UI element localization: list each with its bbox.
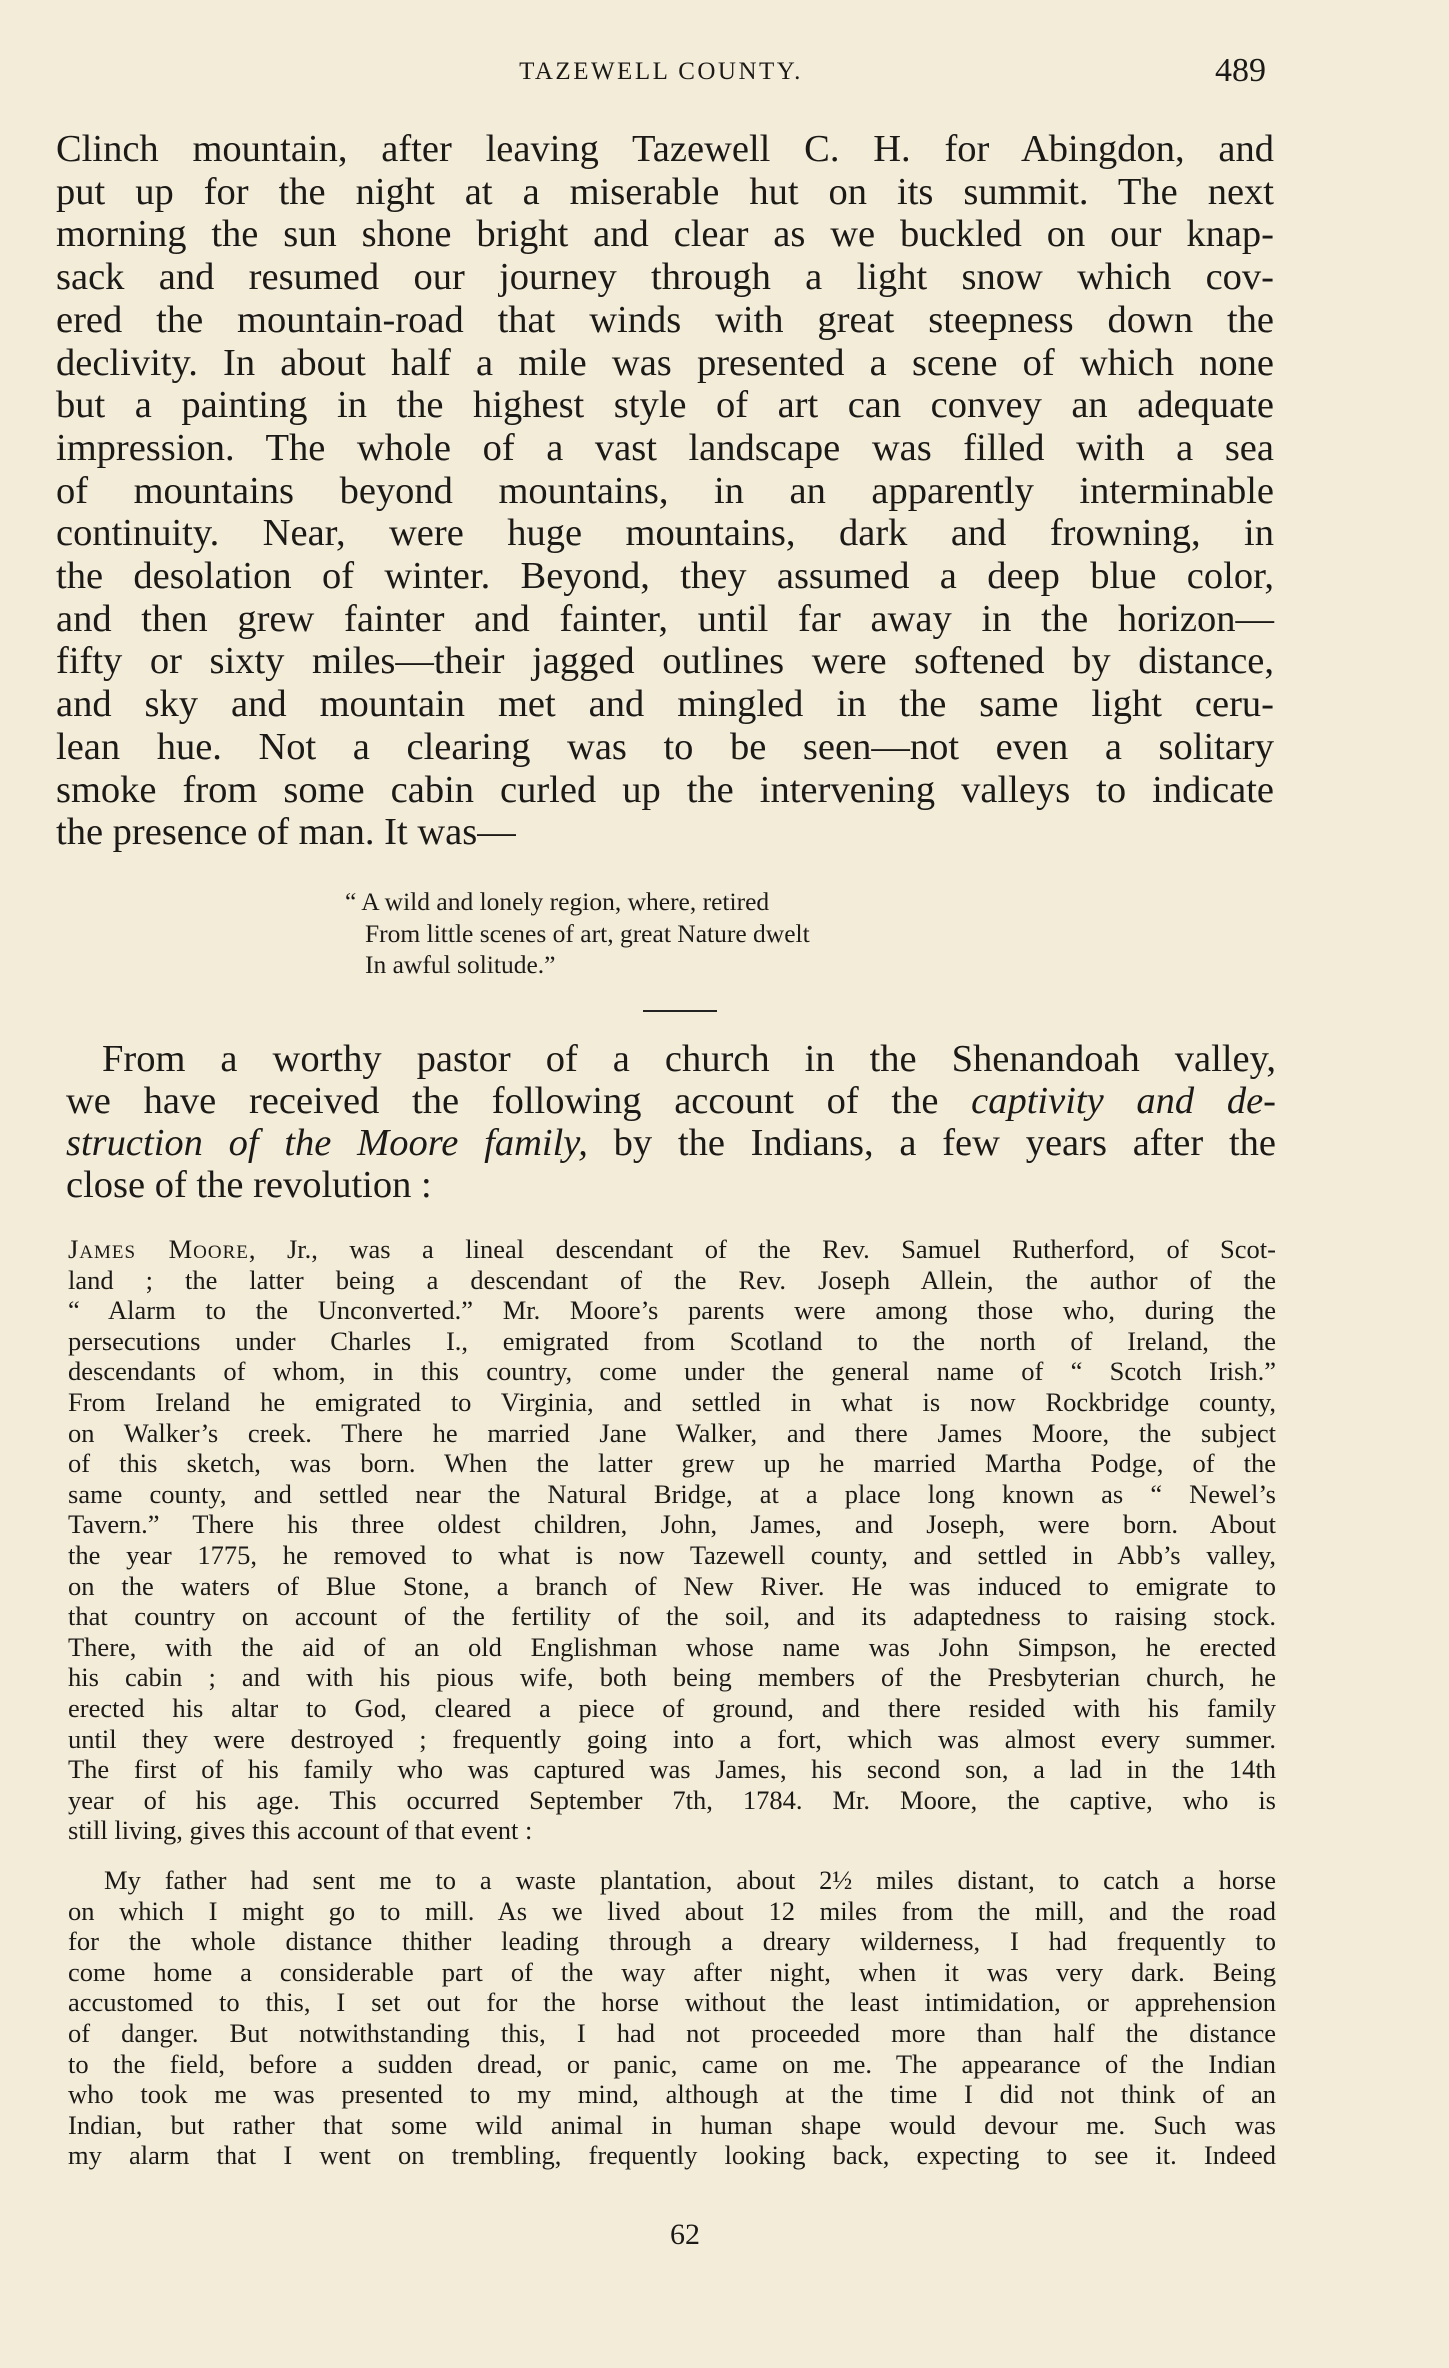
text-line: for the whole distance thither leading through a dreary wilderness, I had frequently to xyxy=(68,1926,1276,1957)
text-line: to the field, before a sudden dread, or panic, came on me. The appearance of the Indian xyxy=(68,2048,1276,2079)
text-line: Indian, but rather that some wild animal in human shape would devour me. Such was xyxy=(68,2109,1276,2140)
text-line: on the waters of Blue Stone, a branch of New River. He was induced to emigrate to xyxy=(68,1570,1276,1601)
text-line: that country on account of the fertility of the soil, and its adaptedness to raising stock. xyxy=(68,1601,1276,1632)
text-line: close of the revolution : xyxy=(66,1164,432,1206)
page-header xyxy=(56,52,1266,102)
text-span: by the Indians, a few years after the xyxy=(587,1122,1276,1164)
text-span: we have received the following account of the xyxy=(66,1080,972,1122)
text-line: accustomed to this, I set out for the horse without the least intimidation, or apprehension xyxy=(68,1987,1276,2018)
account-paragraph xyxy=(68,1234,1276,1846)
text-line: my alarm that I went on trembling, frequently looking back, expecting to see it. Indeed xyxy=(68,2140,1276,2171)
text-line: ered the mountain-road that winds with great steepness down the xyxy=(56,298,1274,341)
text-line: From Ireland he emigrated to Virginia, and settled in what is now Rockbridge county, xyxy=(68,1386,1276,1417)
text-line: the presence of man. It was— xyxy=(56,811,516,854)
running-head: TAZEWELL COUNTY. xyxy=(519,58,803,85)
narrative-paragraph xyxy=(56,128,1274,854)
text-line xyxy=(68,1234,1276,1265)
text-line: still living, gives this account of that event : xyxy=(68,1815,533,1846)
text-line: of this sketch, was born. When the latter grew up he married Martha Podge, of the xyxy=(68,1448,1276,1479)
text-line: Tavern.” There his three oldest children, John, James, and Joseph, were born. About xyxy=(68,1509,1276,1540)
text-line: From a worthy pastor of a church in the Shenandoah valley, xyxy=(102,1038,1276,1080)
text-line: year of his age. This occurred September 7th, 1784. Mr. Moore, the captive, who is xyxy=(68,1784,1276,1815)
text-line: descendants of whom, in this country, come under the general name of “ Scotch Irish.” xyxy=(68,1356,1276,1387)
text-line: impression. The whole of a vast landscape was filled with a sea xyxy=(56,426,1274,469)
text-line: until they were destroyed ; frequently going into a fort, which was almost every summer. xyxy=(68,1723,1276,1754)
text-line: come home a considerable part of the way after night, when it was very dark. Being xyxy=(68,1956,1276,1987)
text-line: the desolation of winter. Beyond, they assumed a deep blue color, xyxy=(56,555,1274,598)
text-line: declivity. In about half a mile was presented a scene of which none xyxy=(56,341,1274,384)
text-line: and then grew fainter and fainter, until far away in the horizon— xyxy=(56,597,1274,640)
signature-mark: 62 xyxy=(670,2218,700,2251)
text-line: put up for the night at a miserable hut on its summit. The next xyxy=(56,170,1274,213)
section-divider xyxy=(643,1010,717,1012)
text-line: “ Alarm to the Unconverted.” Mr. Moore’s parents were among those who, during the xyxy=(68,1295,1276,1326)
italic-title: captivity and de- xyxy=(971,1080,1276,1122)
text-line: erected his altar to God, cleared a piece of ground, and there resided with his family xyxy=(68,1692,1276,1723)
text-line: on which I might go to mill. As we lived about 12 miles from the mill, and the road xyxy=(68,1895,1276,1926)
person-name: James Moore xyxy=(68,1234,249,1264)
captive-account-paragraph xyxy=(68,1865,1276,2171)
text-line: who took me was presented to my mind, although at the time I did not think of an xyxy=(68,2079,1276,2110)
verse-line: In awful solitude.” xyxy=(365,950,556,979)
text-span: , Jr., was a lineal descendant of the Rev. Samuel Rutherford, of Scot- xyxy=(248,1234,1276,1264)
text-line: but a painting in the highest style of art can convey an adequate xyxy=(56,384,1274,427)
intro-paragraph xyxy=(66,1038,1276,1206)
text-line: same county, and settled near the Natural Bridge, at a place long known as “ Newel’s xyxy=(68,1478,1276,1509)
text-line: the year 1775, he removed to what is now Tazewell county, and settled in Abb’s valley, xyxy=(68,1539,1276,1570)
text-line: persecutions under Charles I., emigrated from Scotland to the north of Ireland, the xyxy=(68,1325,1276,1356)
italic-title: struction of the Moore family, xyxy=(66,1122,588,1164)
text-line: of mountains beyond mountains, in an apparently interminable xyxy=(56,469,1274,512)
text-line: continuity. Near, were huge mountains, dark and frowning, in xyxy=(56,512,1274,555)
page-number: 489 xyxy=(1215,52,1266,89)
text-line: and sky and mountain met and mingled in the same light ceru- xyxy=(56,683,1274,726)
text-line xyxy=(66,1122,1276,1164)
text-line: morning the sun shone bright and clear as we buckled on our knap- xyxy=(56,213,1274,256)
text-line: smoke from some cabin curled up the intervening valleys to indicate xyxy=(56,768,1274,811)
text-line: sack and resumed our journey through a light snow which cov- xyxy=(56,256,1274,299)
text-line: There, with the aid of an old Englishman whose name was John Simpson, he erected xyxy=(68,1631,1276,1662)
verse-quotation xyxy=(345,886,1045,981)
text-line: his cabin ; and with his pious wife, both being members of the Presbyterian church, he xyxy=(68,1662,1276,1693)
text-line: of danger. But notwithstanding this, I had not proceeded more than half the distance xyxy=(68,2017,1276,2048)
text-line: My father had sent me to a waste plantation, about 2½ miles distant, to catch a horse xyxy=(104,1865,1276,1895)
verse-line: From little scenes of art, great Nature dwelt xyxy=(365,918,810,948)
text-line: on Walker’s creek. There he married Jane Walker, and there James Moore, the subject xyxy=(68,1417,1276,1448)
text-line: The first of his family who was captured was James, his second son, a lad in the 14th xyxy=(68,1754,1276,1785)
text-line xyxy=(66,1080,1276,1122)
text-line: fifty or sixty miles—their jagged outlines were softened by distance, xyxy=(56,640,1274,683)
text-line: Clinch mountain, after leaving Tazewell C. H. for Abingdon, and xyxy=(56,128,1274,170)
text-line: land ; the latter being a descendant of the Rev. Joseph Allein, the author of the xyxy=(68,1264,1276,1295)
text-line: lean hue. Not a clearing was to be seen—not even a solitary xyxy=(56,725,1274,768)
verse-line: “ A wild and lonely region, where, retired xyxy=(345,887,770,916)
